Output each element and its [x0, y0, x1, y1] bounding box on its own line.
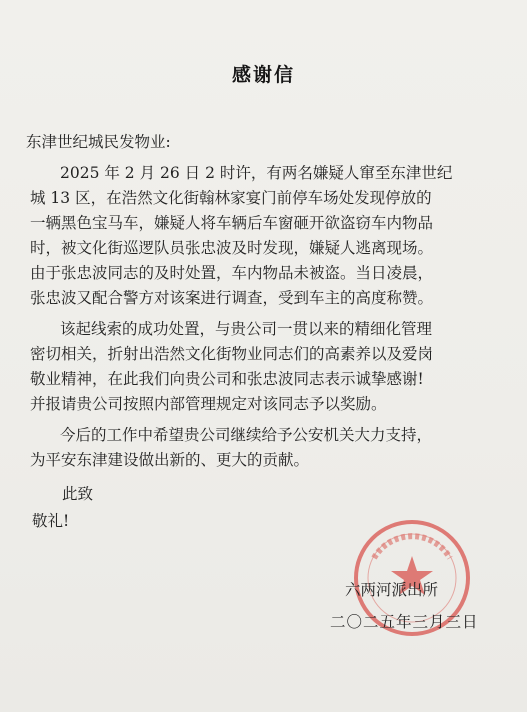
- regards: 敬礼!: [32, 512, 70, 530]
- letter-date: 二〇二五年三月三日: [330, 613, 479, 631]
- body-line: 并报请贵公司按照内部管理规定对该同志予以奖励。: [30, 395, 387, 413]
- body-line: 2025 年 2 月 26 日 2 时许，有两名嫌疑人窜至东津世纪: [60, 164, 453, 182]
- body-line: 时，被文化街巡逻队员张忠波及时发现，嫌疑人逃离现场。: [30, 239, 434, 257]
- body-line: 为平安东津建设做出新的、更大的贡献。: [30, 451, 310, 469]
- body-line: 敬业精神，在此我们向贵公司和张忠波同志表示诚挚感谢!: [30, 370, 424, 388]
- body-line: 由于张忠波同志的及时处置，车内物品未被盗。当日凌晨，: [30, 264, 434, 282]
- closing: 此致: [62, 485, 94, 503]
- salutation: 东津世纪城民发物业:: [26, 133, 171, 151]
- body-line: 城 13 区，在浩然文化街翰林家宴门前停车场处发现停放的: [30, 189, 432, 207]
- body-line: 该起线索的成功处置，与贵公司一贯以来的精细化管理: [60, 320, 433, 338]
- body-line: 张忠波又配合警方对该案进行调查，受到车主的高度称赞。: [30, 289, 434, 307]
- letter-title: 感谢信: [231, 64, 295, 86]
- body-line: 一辆黑色宝马车，嫌疑人将车辆后车窗砸开欲盗窃车内物品: [30, 214, 434, 232]
- body-line: 今后的工作中希望贵公司继续给予公安机关大力支持，: [60, 426, 433, 444]
- body-line: 密切相关，折射出浩然文化街物业同志们的高素养以及爱岗: [30, 345, 434, 363]
- signer-name: 六两河派出所: [345, 581, 439, 599]
